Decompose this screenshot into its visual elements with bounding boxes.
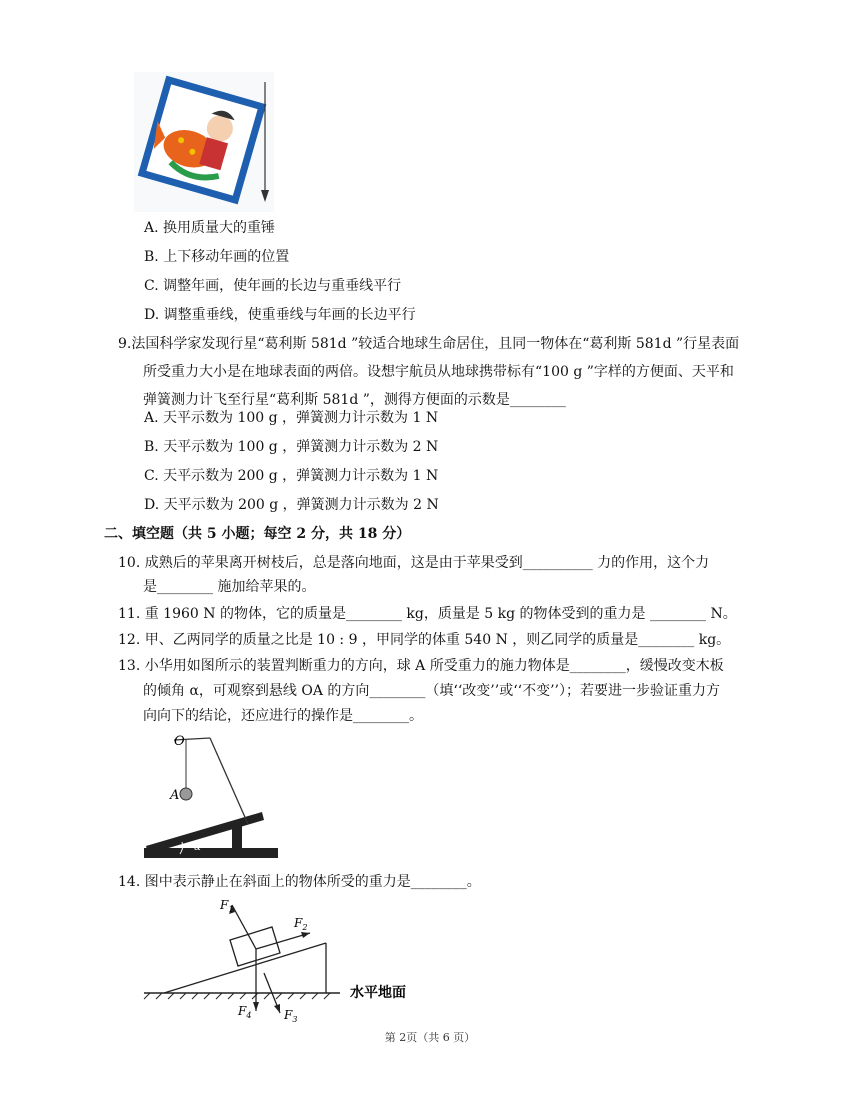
q10-line-2: 是________ 施加给苹果的。	[143, 579, 316, 595]
label-f3: $F_3$	[284, 1008, 298, 1024]
label-f2: $F_2$	[294, 916, 308, 932]
page-footer: 第 2页（共 6 页）	[384, 1031, 476, 1044]
q12-text: 12. 甲、乙两同学的质量之比是 10 : 9 ，甲同学的体重 540 N ，则乙同学的质量是________ kg。	[118, 632, 731, 648]
q13-line-3: 向向下的结论，还应进行的操作是________。	[143, 708, 423, 724]
label-ground: 水平地面	[350, 985, 406, 1001]
q9-line-2: 所受重力大小是在地球表面的两倍。设想宇航员从地球携带标有“100 g ”字样的方便面、天平和	[143, 364, 734, 380]
label-f4: $F_4$	[238, 1004, 252, 1020]
q8-option-a: A. 换用质量大的重锤	[144, 220, 276, 236]
q9-line-3: 弹簧测力计飞至行星“葛利斯 581d ”，测得方便面的示数是________	[143, 392, 566, 408]
q9-option-d: D. 天平示数为 200 g ，弹簧测力计示数为 2 N	[144, 497, 439, 513]
label-alpha: α	[194, 842, 201, 853]
label-o: O	[174, 734, 185, 749]
q9-option-b: B. 天平示数为 100 g ，弹簧测力计示数为 2 N	[144, 439, 439, 455]
section-heading: 二、填空题（共 5 小题；每空 2 分，共 18 分）	[104, 526, 411, 542]
q8-option-b: B. 上下移动年画的位置	[144, 249, 290, 265]
q11-text: 11. 重 1960 N 的物体，它的质量是________ kg，质量是 5 kg 的物体受到的重力是 ________ N。	[118, 606, 737, 622]
q9-line-1: 9.法国科学家发现行星“葛利斯 581d ”较适合地球生命居住，且同一物体在“葛利斯 581d ”行星表面	[118, 336, 740, 352]
q9-option-c: C. 天平示数为 200 g ，弹簧测力计示数为 1 N	[144, 468, 439, 484]
painting-plumb-figure	[134, 72, 274, 212]
q13-line-1: 13. 小华用如图所示的装置判断重力的方向，球 A 所受重力的施力物体是________，缓慢改变木板	[118, 658, 724, 674]
q8-option-d: D. 调整重垂线，使重垂线与年画的长边平行	[144, 307, 416, 323]
incline-pendulum-figure	[140, 728, 280, 863]
q8-option-c: C. 调整年画，使年画的长边与重垂线平行	[144, 278, 402, 294]
label-f1: $F_1$	[220, 898, 234, 914]
q10-line-1: 10. 成熟后的苹果离开树枝后，总是落向地面，这是由于苹果受到__________ 力的作用，这个力	[118, 555, 710, 571]
label-a: A	[170, 788, 180, 803]
q9-option-a: A. 天平示数为 100 g ，弹簧测力计示数为 1 N	[144, 410, 439, 426]
q13-line-2: 的倾角 α，可观察到悬线 OA 的方向________（填‘‘改变’’或‘‘不变’’）；若要进一步验证重力方	[143, 683, 720, 699]
q14-text: 14. 图中表示静止在斜面上的物体所受的重力是________。	[118, 874, 481, 890]
block-forces-figure	[140, 893, 430, 1023]
